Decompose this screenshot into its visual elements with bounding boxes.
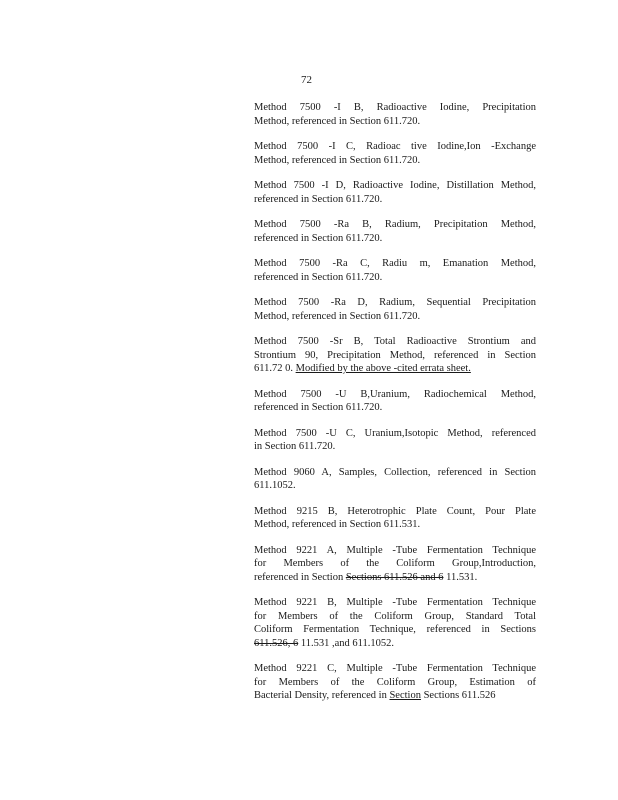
method-entry: [254, 388, 536, 415]
line-text: for Members of the Coliform Group, Standard Total: [254, 610, 536, 622]
line-text: Method, referenced in Section 611.531.: [254, 519, 421, 530]
entry-line: [254, 637, 536, 651]
entry-line: [254, 466, 536, 480]
struck-text: Sections 611.526 and 6: [345, 571, 444, 583]
method-entry: [254, 296, 536, 323]
line-text: Method, referenced in Section 611.720.: [254, 310, 421, 322]
line-text: referenced in Section: [254, 571, 344, 583]
line-text: Method 7500 -U C, Uranium,Isotopic Method, referenced: [254, 427, 536, 439]
line-text: referenced in Section 611.720.: [254, 193, 383, 205]
entry-line: [254, 232, 536, 246]
method-entry: [254, 466, 536, 493]
line-text: Sections 611.526: [423, 690, 496, 701]
line-text: 11.531 ,and 611.1052.: [300, 637, 395, 649]
entry-line: [254, 140, 536, 154]
line-text: Method 7500 -U B,Uranium, Radiochemical Method,: [254, 388, 536, 400]
entry-line: [254, 505, 536, 519]
method-entry: [254, 101, 536, 128]
entry-line: [254, 271, 536, 285]
method-reference-list: [254, 101, 536, 715]
method-entry: [254, 179, 536, 206]
entry-line: [254, 689, 536, 703]
entry-line: [254, 349, 536, 363]
line-text: Method 7500 -Ra C, Radiu m, Emanation Method,: [254, 258, 536, 269]
line-text: Method 7500 -Sr B, Total Radioactive Strontium and: [254, 336, 536, 347]
line-text: Method 7500 -I C, Radioac tive Iodine,Ion -Exchange: [254, 141, 536, 152]
method-entry: [254, 140, 536, 167]
page-number: 72: [301, 74, 312, 86]
line-text: Method 9215 B, Heterotrophic Plate Count, Pour Plate: [254, 505, 536, 517]
line-text: Method 9221 A, Multiple -Tube Fermentation Technique: [254, 544, 536, 556]
line-text: Method 9060 A, Samples, Collection, referenced in Section: [254, 466, 536, 478]
line-text: Method 9221 C, Multiple -Tube Fermentation Technique: [254, 663, 536, 674]
line-text: referenced in Section 611.720.: [254, 402, 383, 413]
line-text: referenced in Section 611.720.: [254, 232, 383, 244]
entry-line: [254, 544, 536, 558]
entry-line: [254, 518, 536, 532]
line-text: for Members of the Coliform Group,Introduction,: [254, 558, 536, 569]
method-entry: [254, 596, 536, 650]
method-entry: [254, 505, 536, 532]
line-text: Method 7500 -Ra D, Radium, Sequential Precipitation: [254, 297, 536, 308]
entry-line: [254, 154, 536, 168]
line-text: Strontium 90, Precipitation Method, referenced in Section: [254, 349, 536, 361]
entry-line: [254, 440, 536, 454]
line-text: in Section 611.720.: [254, 441, 336, 452]
underlined-text: Section: [389, 690, 421, 701]
entry-line: [254, 676, 536, 690]
entry-line: [254, 310, 536, 324]
entry-line: [254, 479, 536, 493]
entry-line: [254, 571, 536, 585]
line-text: referenced in Section 611.720.: [254, 271, 383, 283]
line-text: 611.1052.: [254, 480, 296, 491]
struck-text: 611.526, 6: [254, 637, 299, 649]
entry-line: [254, 362, 536, 376]
entry-line: [254, 218, 536, 232]
line-text: 611.72 0.: [254, 363, 293, 374]
entry-line: [254, 596, 536, 610]
method-entry: [254, 218, 536, 245]
line-text: Method, referenced in Section 611.720.: [254, 154, 421, 166]
line-text: Coliform Fermentation Technique, referenced in Sections: [254, 624, 536, 635]
line-text: Method 7500 -Ra B, Radium, Precipitation Method,: [254, 219, 536, 230]
entry-line: [254, 427, 536, 441]
entry-line: [254, 296, 536, 310]
entry-line: [254, 101, 536, 115]
method-entry: [254, 335, 536, 376]
entry-line: [254, 623, 536, 637]
line-text: Method 9221 B, Multiple -Tube Fermentation Technique: [254, 597, 536, 608]
method-entry: [254, 257, 536, 284]
method-entry: [254, 544, 536, 585]
entry-line: [254, 335, 536, 349]
method-entry: [254, 662, 536, 703]
line-text: for Members of the Coliform Group, Estimation of: [254, 676, 536, 688]
entry-line: [254, 557, 536, 571]
entry-line: [254, 179, 536, 193]
method-entry: [254, 427, 536, 454]
entry-line: [254, 662, 536, 676]
entry-line: [254, 401, 536, 415]
entry-line: [254, 610, 536, 624]
line-text: Method 7500 -I D, Radioactive Iodine, Distillation Method,: [254, 180, 536, 191]
entry-line: [254, 193, 536, 207]
line-text: Method, referenced in Section 611.720.: [254, 115, 421, 127]
line-text: Bacterial Density, referenced in: [254, 690, 387, 701]
underlined-text: Modified by the above -cited errata sheet.: [295, 363, 471, 374]
line-text: 11.531.: [446, 571, 478, 583]
entry-line: [254, 388, 536, 402]
entry-line: [254, 257, 536, 271]
line-text: Method 7500 -I B, Radioactive Iodine, Precipitation: [254, 102, 536, 113]
entry-line: [254, 115, 536, 129]
